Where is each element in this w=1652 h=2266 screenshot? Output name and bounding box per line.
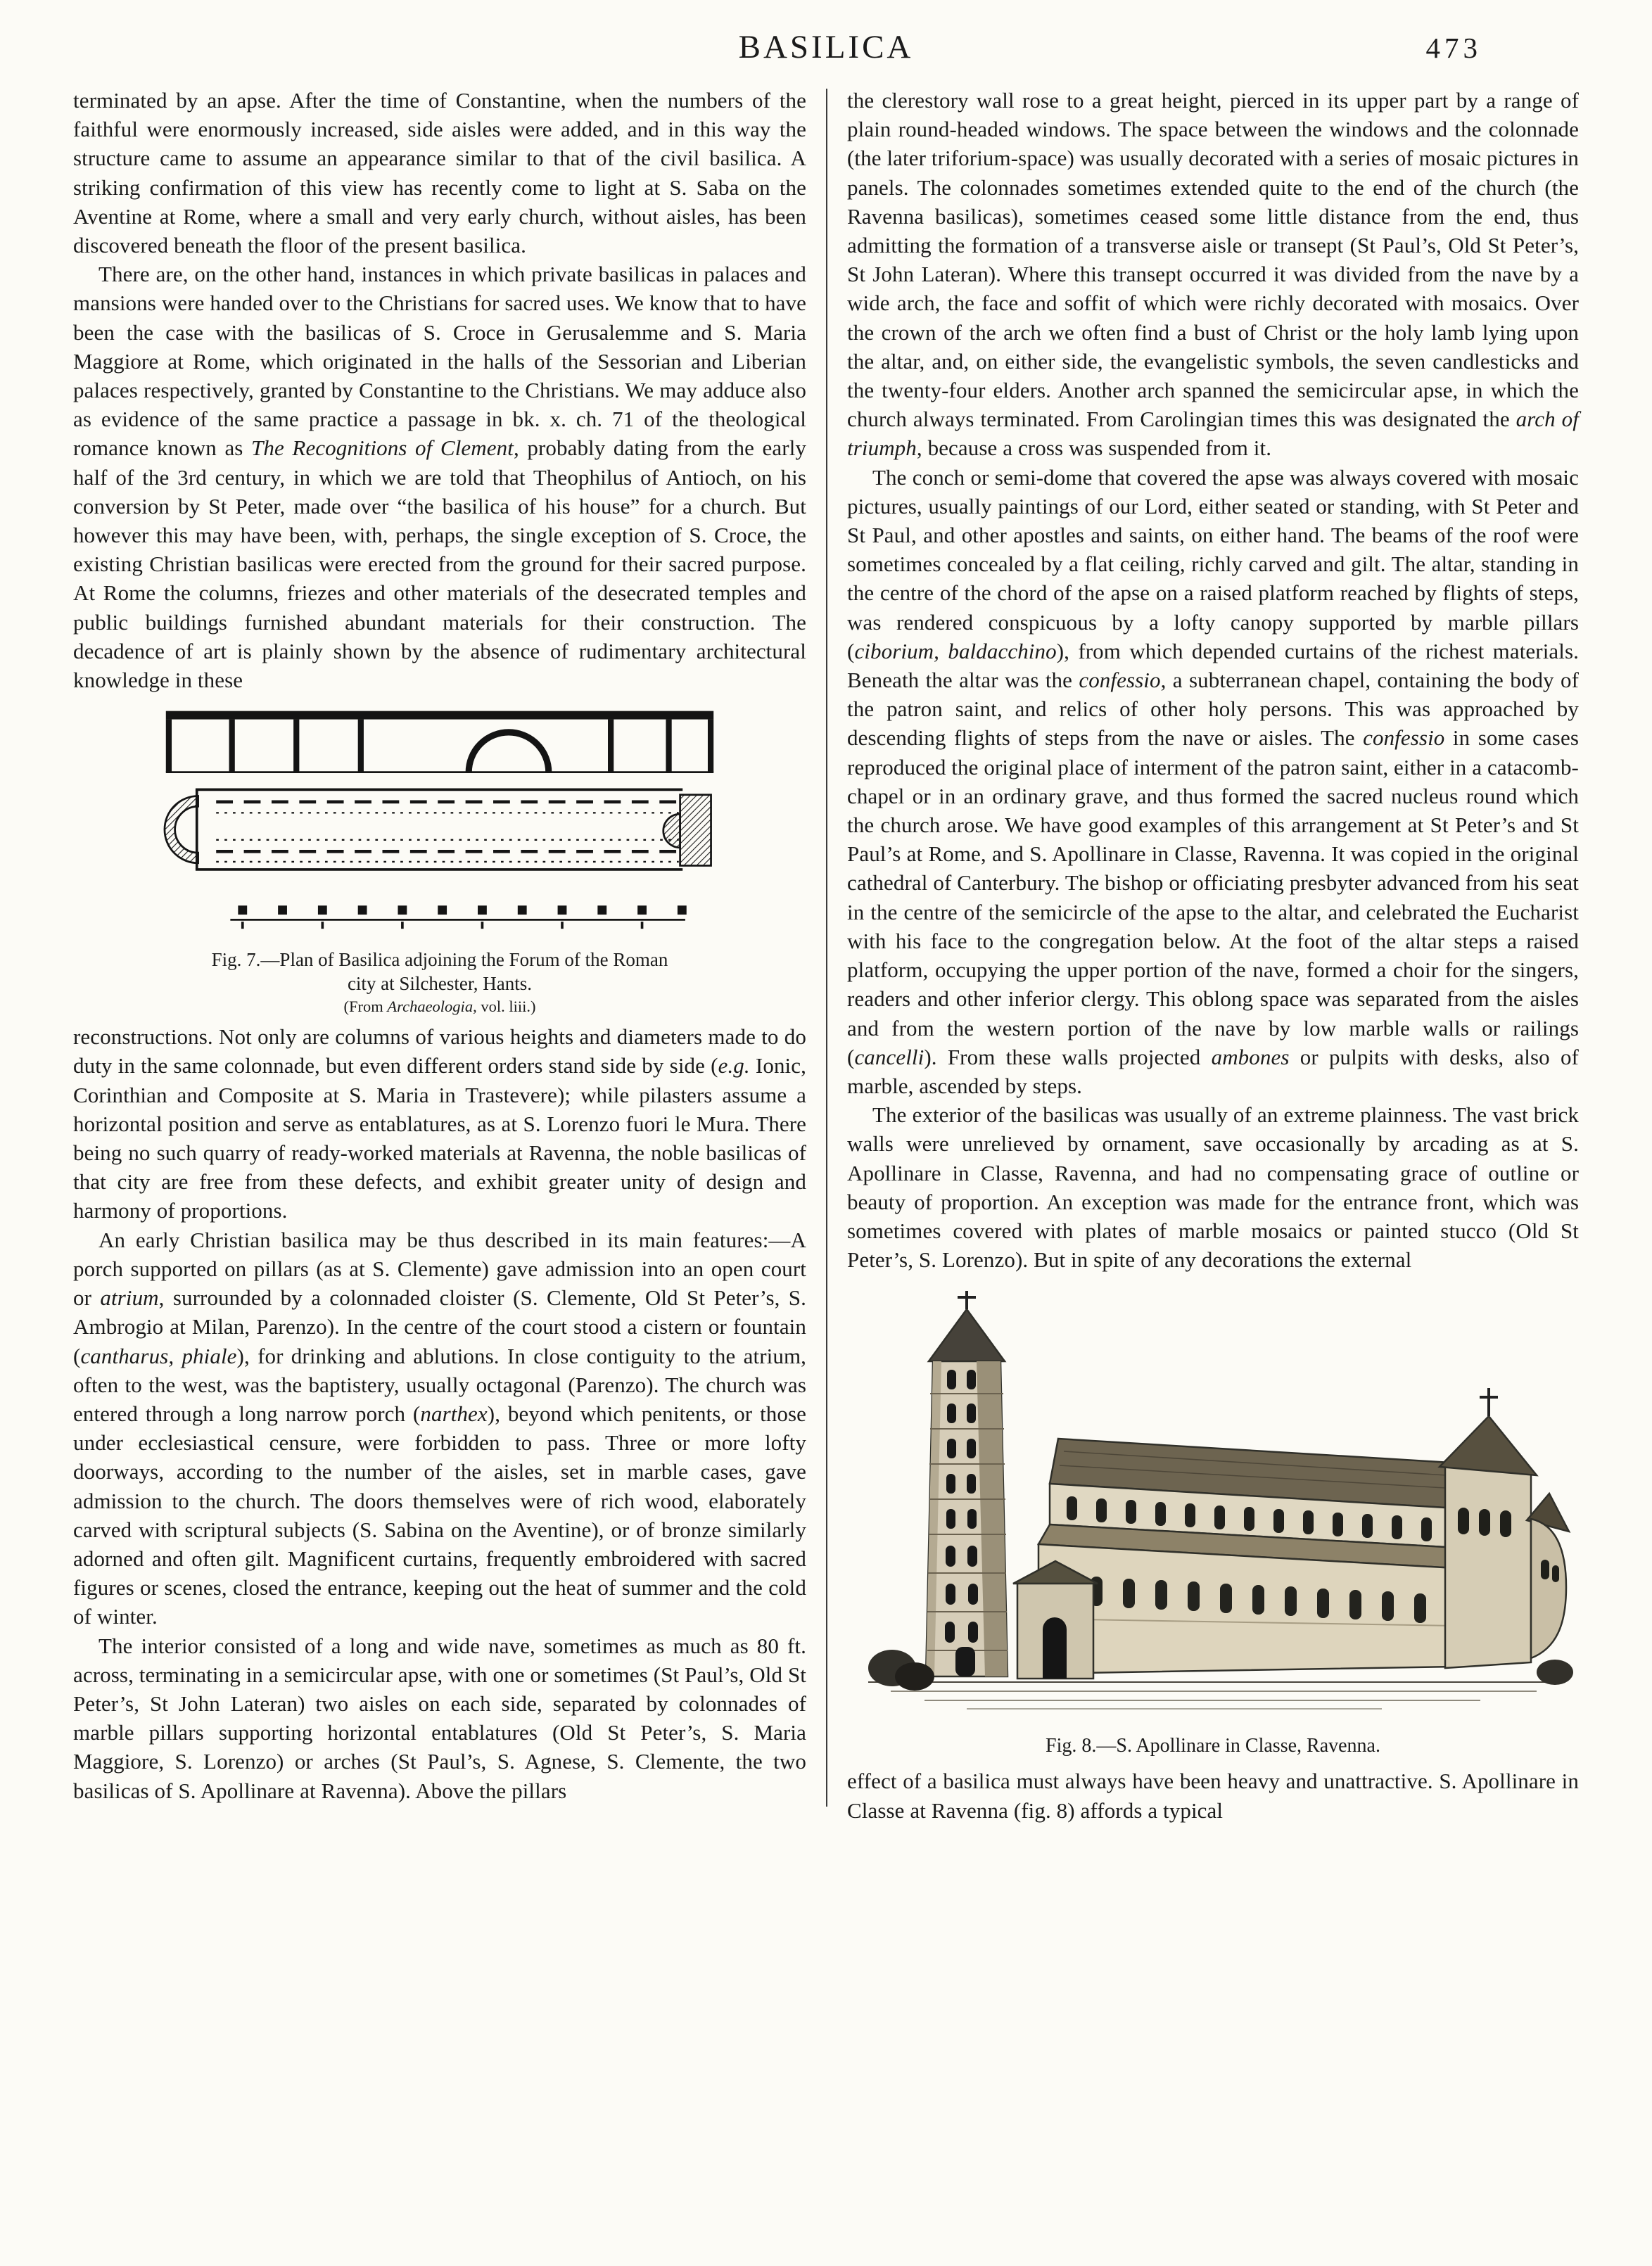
figure-7-source: (From Archaeologia, vol. liii.): [343, 998, 536, 1016]
forum-range: [166, 711, 713, 772]
left-column: [73, 86, 826, 1825]
paragraph: terminated by an apse. After the time of Constantine, when the numbers of the faithful were enormously increased, side aisles were added, and in this way the structure came to assume an appearance similar to that of the civil basilica. A striking confirmation of this view has recently come to light at S. Saba on the Aventine at Rome, where a small and very early church, without aisles, has been discovered beneath the floor of the present basilica.: [73, 88, 806, 258]
text-columns: [73, 86, 1579, 1825]
campanile-tower: [926, 1291, 1008, 1676]
paragraph: An early Christian basilica may be thus described in its main features:—A porch supported on pillars (as at S. Clemente) gave admission into an open court or atrium, surrounded by a colonnaded cloister (S. Clemente, Old St Peter’s, S. Ambrogio at Milan, Parenzo). In the centre of the court stood a cistern or fountain (cantharus, phiale), for drinking and ablutions. In close contiguity to the atrium, often to the west, was the baptistery, usually octagonal (Parenzo). The church was entered through a long narrow porch (narthex), beyond which penitents, or those under ecclesiastical censure, were forbidden to pass. Three or more lofty doorways, according to the number of the aisles, set in marble cases, gave admission to the church. The doors themselves were of rich wood, elaborately carved with scriptural subjects (S. Sabina on the Aventine), or of bronze similarly adorned and often gilt. Magnificent curtains, frequently embroidered with sacred figures or scenes, closed the entrance, keeping out the heat of summer and the cold of winter.: [73, 1227, 807, 1629]
figure-8: [847, 1288, 1579, 1758]
basilica-building: [1013, 1388, 1569, 1679]
paragraph: The conch or semi-dome that covered the apse was always covered with mosaic pictures, usually paintings of our Lord, either seated or standing, with St Peter and St Paul, and other apostles and saints, on either hand. The beams of the roof were sometimes concealed by a flat ceiling, richly carved and gilt. The altar, standing in the centre of the chord of the apse on a raised platform reached by flights of steps, was rendered conspicuous by a lofty canopy supported by marble pillars (ciborium, baldacchino), from which depended curtains of the richest materials. Beneath the altar was the confessio, a subterranean chapel, containing the body of the patron saint, and relics of other holy persons. This was approached by descending flights of steps from the nave or aisles. The confessio in some cases reproduced the original place of interment of the patron saint, either in a catacomb-chapel or in an ordinary grave, and thus formed the sacred nucleus round which the church arose. We have good examples of this arrangement at St Peter’s and St Paul’s at Rome, and S. Apollinare in Classe, Ravenna. It was copied in the original cathedral of Canterbury. The bishop or officiating presbyter advanced from his seat in the centre of the semicircle of the apse to the altar, and celebrated the Eucharist with his face to the congregation below. At the foot of the altar steps a raised platform, occupying the upper portion of the nave, formed a choir for the singers, readers and other inferior clergy. This oblong space was separated from the aisles and from the western portion of the nave by low marble walls or railings (cancelli). From these walls projected ambones or pulpits with desks, also of marble, ascended by steps.: [847, 464, 1580, 1098]
page-title: BASILICA: [738, 29, 914, 65]
paragraph: The exterior of the basilicas was usually of an extreme plainness. The vast brick walls were unrelieved by ornament, save occasionally by arcading as at S. Apollinare in Classe, Ravenna, and had no compensating grace of outline or beauty of proportion. An exception was made for the entrance front, which was sometimes covered with plates of marble mosaics or painted stucco (Old St Peter’s, S. Lorenzo). But in spite of any decorations the external: [847, 1102, 1579, 1273]
south-portico: [230, 905, 686, 929]
figure-8-caption: Fig. 8.—S. Apollinare in Classe, Ravenna.: [1046, 1735, 1380, 1757]
figure-7: [130, 707, 749, 1017]
basilica-hall: [165, 790, 711, 870]
page-header: [73, 24, 1579, 79]
paragraph: The interior consisted of a long and wide nave, sometimes as much as 80 ft. across, terminating in a semicircular apse, with one or sometimes (St Paul’s, Old St Peter’s, St John Lateran) two aisles on each side, separated by colonnades of marble pillars supporting horizontal entablatures (Old St Peter’s, S. Maria Maggiore, S. Lorenzo) or arches (St Paul’s, S. Agnese, S. Clemente, the two basilicas of S. Apollinare at Ravenna). Above the pillars: [73, 1633, 806, 1803]
fig7-plan-drawing: [134, 707, 746, 939]
page-number: 473: [1425, 32, 1482, 64]
paragraph: There are, on the other hand, instances in which private basilicas in palaces and mansions were handed over to the Christians for sacred uses. We know that to have been the case with the basilicas of S. Croce in Gerusalemme and S. Maria Maggiore at Rome, which originated in the halls of the Sessorian and Liberian palaces respectively, granted by Constantine to the Christians. We may adduce also as evidence of the same practice a passage in bk. x. ch. 71 of the theological romance known as The Recognitions of Clement, probably dating from the early half of the 3rd century, in which we are told that Theophilus of Antioch, on his conversion by St Peter, made over “the basilica of his house” for a church. But however this may have been, with, perhaps, the single exception of S. Croce, the existing Christian basilicas were erected from the ground for their sacred purpose. At Rome the columns, friezes and other materials of the desecrated temples and public buildings furnished abundant materials for their construction. The decadence of art is plainly shown by the absence of rudimentary architectural knowledge in these: [73, 262, 807, 693]
paragraph: the clerestory wall rose to a great height, pierced in its upper part by a range of plain round-headed windows. The space between the windows and the colonnade (the later triforium-space) was usually decorated with a series of mosaic pictures in panels. The colonnades sometimes extended quite to the end of the church (the Ravenna basilicas), sometimes ceased some little distance from the end, thus admitting the formation of a transverse aisle or transept (St Paul’s, Old St Peter’s, St John Lateran). Where this transept occurred it was divided from the nave by a wide arch, the face and soffit of which were richly decorated with mosaics. Over the crown of the arch we often find a bust of Christ or the holy lamb lying upon the altar, and, on either side, the evangelistic symbols, the seven candlesticks and the twenty-four elders. Another arch spanned the semicircular apse, in which the church always terminated. From Carolingian times this was designated the arch of triumph, because a cross was suspended from it.: [847, 88, 1579, 461]
column-divider: [826, 89, 827, 1807]
figure-7-caption: Fig. 7.—Plan of Basilica adjoining the Forum of the Roman city at Silchester, Hants.: [211, 949, 668, 995]
paragraph: reconstructions. Not only are columns of various heights and diameters made to do duty in the same colonnade, but even different orders stand side by side (e.g. Ionic, Corinthian and Composite at S. Maria in Trastevere); while pilasters assume a horizontal position and serve as entablatures, as at S. Lorenzo fuori le Mura. There being no such quarry of ready-worked materials at Ravenna, the noble basilicas of that city are free from these defects, and exhibit greater unity of design and harmony of proportions.: [73, 1024, 806, 1223]
paragraph: effect of a basilica must always have been heavy and unattractive. S. Apollinare in Classe at Ravenna (fig. 8) affords a typical: [847, 1769, 1579, 1823]
ground: [868, 1682, 1559, 1709]
fig8-engraving: [847, 1288, 1579, 1724]
right-column: [826, 86, 1579, 1825]
